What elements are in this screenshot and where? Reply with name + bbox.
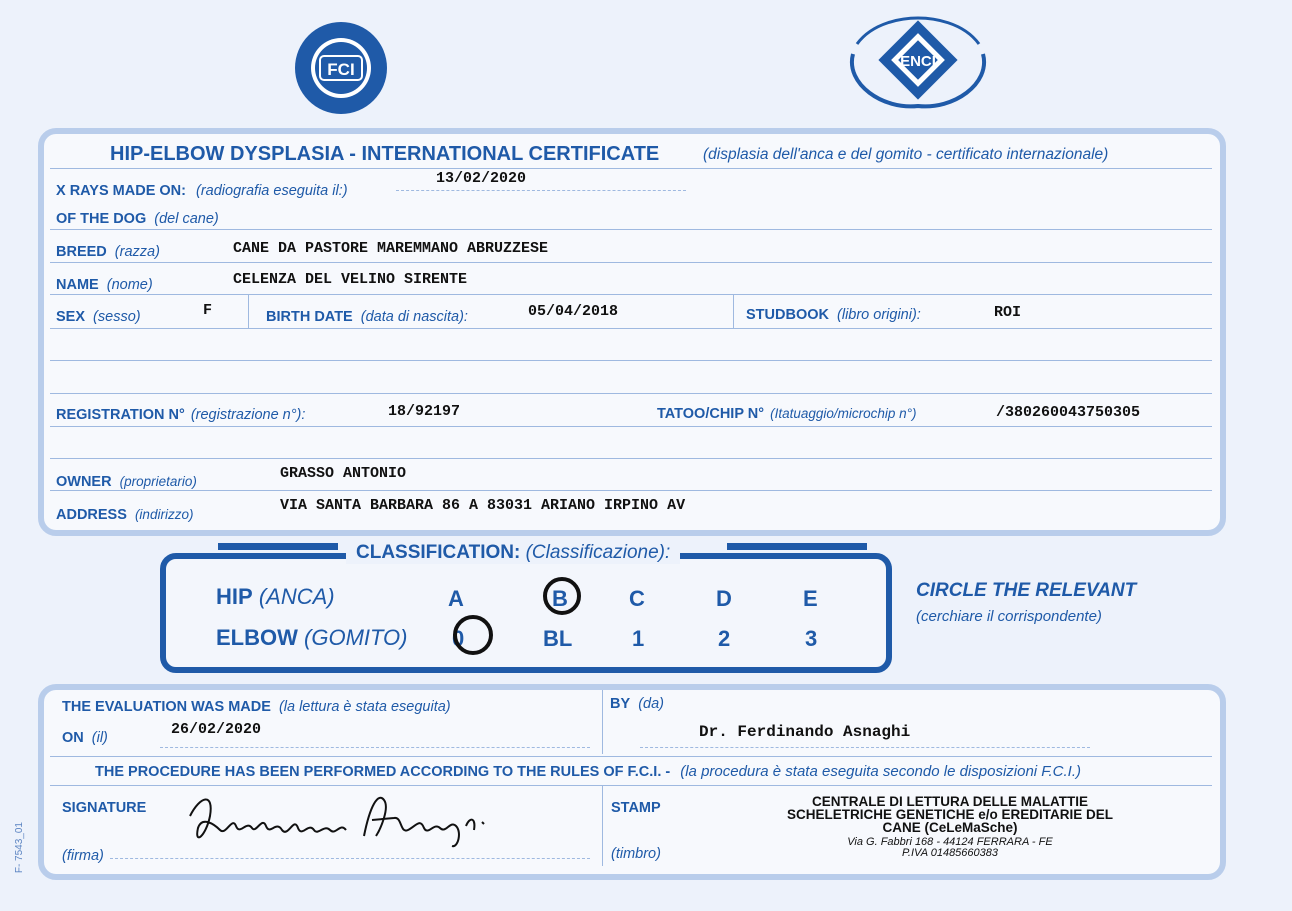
hip-grade-d[interactable]: D <box>716 586 732 611</box>
hip-grade-c[interactable]: C <box>629 586 645 611</box>
birth-label: BIRTH DATE <box>266 309 353 325</box>
procedure-text-it: (la procedura è stata eseguita secondo le disposizioni F.C.I.) <box>680 763 1082 780</box>
sex-label: SEX <box>56 309 86 325</box>
name-label-it: (nome) <box>106 277 153 293</box>
circle-note-it: (cerchiare il corrispondente) <box>916 608 1102 625</box>
fci-logo-text: FCI <box>327 60 355 79</box>
eval-made-label: THE EVALUATION WAS MADE <box>62 699 271 715</box>
eval-date: 26/02/2020 <box>171 721 262 738</box>
elbow-grade-bl[interactable]: BL <box>543 626 573 651</box>
eval-by-row <box>610 696 664 712</box>
hip-label-row <box>216 584 335 610</box>
dog-label: OF THE DOG <box>56 211 147 227</box>
reg-label: REGISTRATION N° <box>56 407 185 423</box>
eval-on-label-it: (il) <box>91 730 108 746</box>
elbow-selection-circle <box>453 615 493 655</box>
chip-label-it: (Itatuaggio/microchip n°) <box>770 406 917 421</box>
elbow-grade-3[interactable]: 3 <box>805 626 818 651</box>
elbow-label-it: (GOMITO) <box>304 625 408 650</box>
breed-label-it: (razza) <box>114 244 160 260</box>
reg-number: 18/92197 <box>388 403 461 420</box>
studbook-value: ROI <box>994 304 1022 321</box>
address-value: VIA SANTA BARBARA 86 A 83031 ARIANO IRPINO AV <box>280 497 686 514</box>
stamp-block <box>740 795 1160 859</box>
hip-label: HIP <box>216 584 253 609</box>
owner-label-row <box>56 474 197 490</box>
hip-grade-a[interactable]: A <box>448 586 464 611</box>
address-label: ADDRESS <box>56 507 127 523</box>
eval-by-label: BY <box>610 696 631 712</box>
procedure-text: THE PROCEDURE HAS BEEN PERFORMED ACCORDING TO THE RULES OF F.C.I. - <box>95 764 671 780</box>
owner-label: OWNER <box>56 474 112 490</box>
elbow-label: ELBOW <box>216 625 298 650</box>
stamp-label-it: (timbro) <box>611 846 661 862</box>
eval-made-label-it: (la lettura è stata eseguita) <box>278 699 451 715</box>
reg-label-it: (registrazione n°): <box>190 407 306 423</box>
procedure-row <box>95 763 1081 780</box>
studbook-label-it: (libro origini): <box>837 307 921 323</box>
enci-logo-text: ENCI <box>900 53 936 70</box>
certificate-title-it: (displasia dell'anca e del gomito - certificato internazionale) <box>703 146 1109 163</box>
stamp-line-1: CENTRALE DI LETTURA DELLE MALATTIE <box>812 794 1088 809</box>
sex-label-it: (sesso) <box>93 309 141 325</box>
name-label: NAME <box>56 277 99 293</box>
breed-value: CANE DA PASTORE MAREMMANO ABRUZZESE <box>233 240 549 257</box>
sex-label-row <box>56 309 141 325</box>
xray-date: 13/02/2020 <box>436 170 527 187</box>
hip-grade-b[interactable]: B <box>552 586 568 611</box>
xray-label-row <box>56 183 348 199</box>
classification-box <box>160 553 892 673</box>
breed-label: BREED <box>56 244 107 260</box>
evaluator-name: Dr. Ferdinando Asnaghi <box>699 723 911 741</box>
dog-label-it: (del cane) <box>154 211 219 227</box>
address-label-row <box>56 507 193 523</box>
elbow-grade-0[interactable]: 0 <box>452 626 465 651</box>
certificate-title: HIP-ELBOW DYSPLASIA - INTERNATIONAL CERTIFICATE <box>110 143 660 165</box>
stamp-line-2: SCHELETRICHE GENETICHE e/o EREDITARIE DEL <box>786 807 1114 822</box>
eval-on-label: ON <box>62 730 84 746</box>
form-code: F- 7543_01 <box>14 822 25 874</box>
address-label-it: (indirizzo) <box>134 507 194 522</box>
hip-grade-e[interactable]: E <box>803 586 818 611</box>
hip-label-it: (ANCA) <box>258 584 335 609</box>
stamp-line-5: P.IVA 01485660383 <box>901 847 999 859</box>
xray-label: X RAYS MADE ON: <box>56 183 186 199</box>
chip-number: /380260043750305 <box>996 404 1141 421</box>
signature-label: SIGNATURE <box>62 800 147 816</box>
fci-logo <box>290 20 392 121</box>
enci-logo <box>843 14 993 119</box>
owner-value: GRASSO ANTONIO <box>280 465 407 482</box>
name-value: CELENZA DEL VELINO SIRENTE <box>233 271 468 288</box>
stamp-label: STAMP <box>611 800 661 816</box>
dog-label-row <box>56 211 219 227</box>
xray-label-it: (radiografia eseguita il:) <box>196 183 348 199</box>
studbook-label-row <box>746 307 921 323</box>
breed-label-row <box>56 244 160 260</box>
hip-selection-circle <box>543 577 581 615</box>
elbow-label-row <box>216 625 407 651</box>
chip-label: TATOO/CHIP N° <box>657 406 765 422</box>
chip-label-row <box>657 406 917 422</box>
eval-made-row <box>62 699 451 715</box>
signature-label-it: (firma) <box>62 848 104 864</box>
birth-label-it: (data di nascita): <box>360 309 468 325</box>
birth-date: 05/04/2018 <box>528 303 619 320</box>
reg-label-row <box>56 407 305 423</box>
circle-note: CIRCLE THE RELEVANT <box>916 580 1137 601</box>
classification-title: CLASSIFICATION: <box>356 542 521 563</box>
birth-label-row <box>266 309 468 325</box>
name-label-row <box>56 277 153 293</box>
stamp-line-3: CANE (CeLeMaSche) <box>882 820 1018 835</box>
eval-by-label-it: (da) <box>638 696 664 712</box>
signature-image <box>180 786 500 861</box>
studbook-label: STUDBOOK <box>746 307 829 323</box>
classification-title-it: (Classificazione): <box>525 542 671 563</box>
elbow-grade-1[interactable]: 1 <box>632 626 645 651</box>
elbow-grade-2[interactable]: 2 <box>718 626 731 651</box>
stamp-line-4: Via G. Fabbri 168 - 44124 FERRARA - FE <box>847 836 1053 848</box>
classification-title-row <box>346 542 680 564</box>
eval-on-row <box>62 730 108 746</box>
sex-value: F <box>203 302 213 319</box>
owner-label-it: (proprietario) <box>119 474 197 489</box>
